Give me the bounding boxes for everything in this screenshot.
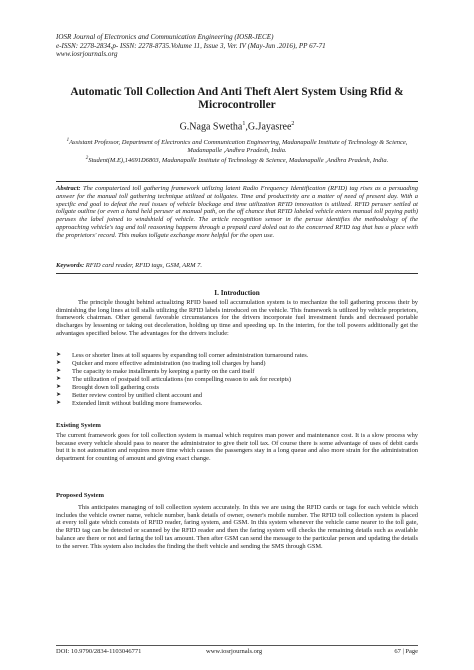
affiliation-1-sup: 1 xyxy=(66,138,70,143)
keywords xyxy=(56,262,418,269)
footer-website[interactable]: www.iosrjournals.org xyxy=(206,648,263,655)
journal-name: IOSR Journal of Electronics and Communication Engineering (IOSR-JECE) xyxy=(56,33,274,41)
footer-page-number: 67 | Page xyxy=(394,648,418,655)
list-item-text: Extended limit without building more frameworks. xyxy=(72,399,203,407)
proposed-system-text: This anticipates managing of toll collection system accurately. In this we are using the RFID cards or tags for each vehicle which includes the vehicle owner name, vehicle number, bank details of owner, owner's mobile number. The RFID toll collection system is placed at every toll gate which consists of RFID reader, faring system, and GSM. In this system whenever the vehicle came nearer to the toll gate, the RFID tag can be detected or scanned by the RFID reader and then the faring system will checks the remaining details such as available balance are there or not and faring the toll tax amount. Then after GSM can send the message to the particular person and updating the details to the server. This system also includes the finding the theft vehicle and sending the SMS through GSM. xyxy=(56,504,418,550)
arrow-bullet-icon: ➤ xyxy=(56,383,62,390)
author-1: G.Naga Swetha xyxy=(179,121,243,133)
list-item-text: Less or shorter lines at toll squares by expanding toll corner administration turnaround rates. xyxy=(72,352,309,359)
list-item xyxy=(56,384,418,392)
journal-issn: e-ISSN: 2278-2834,p- ISSN: 2278-8735.Volume 11, Issue 3, Ver. IV (May-Jun .2016), PP 67-71 xyxy=(56,41,326,50)
abstract-bottom-rule xyxy=(56,273,418,274)
affiliation-1-text: Assistant Professor, Department of Electronics and Communication Engineering, Madanapalle Institute of Technology & Science, Madanapalle ,Andhra Pradesh, India. xyxy=(69,139,408,154)
abstract-label: Abstract: xyxy=(56,185,81,192)
affiliation-1 xyxy=(60,137,414,155)
arrow-bullet-icon: ➤ xyxy=(56,359,62,366)
existing-system-text: The current framework goes for toll collection system is manual which requires man power and maintenance cost. It is a slow process why because every vehicle should pass to nearer the administrator to give their toll tax. Of course there is some advantage of uses of debit cards but it is not automation and requires more time which causes the passengers stay in a long queue and also more strain for the administration department for counting of amount and giving exact change. xyxy=(56,432,418,463)
affiliation-2-sup: 2 xyxy=(85,155,89,161)
keywords-label: Keywords: xyxy=(56,262,85,269)
footer-rule xyxy=(56,645,418,646)
keywords-text: RFID card reader, RFID tags, GSM, ARM 7. xyxy=(84,262,202,269)
affiliations xyxy=(60,137,414,164)
list-item xyxy=(56,368,418,376)
author-2-sup: 2 xyxy=(291,121,295,127)
author-2: G.Jayasree xyxy=(247,121,292,133)
list-item-text: Better review control by unified client account and xyxy=(72,391,203,399)
journal-header xyxy=(56,33,436,59)
list-item-text: Brought down toll gathering costs xyxy=(72,383,159,391)
author-separator: , xyxy=(245,121,248,133)
list-item xyxy=(56,392,418,400)
list-item-text: The capacity to make installments by keeping a parity on the card itself xyxy=(72,367,255,375)
arrow-bullet-icon: ➤ xyxy=(56,391,62,398)
affiliation-2-text: Student(M.E),14691D6803, Madanapalle Institute of Technology & Science, Madanapalle ,Andhra Pradesh, India. xyxy=(88,156,389,164)
list-item-text: Quicker and more effective administration (no trading toll charges by hand) xyxy=(72,359,266,367)
abstract xyxy=(56,185,418,239)
author-1-sup: 1 xyxy=(242,121,246,127)
list-item xyxy=(56,352,418,360)
list-item-text: The utilization of postpaid toll articulations (no compelling reason to ask for receipts) xyxy=(72,375,291,383)
abstract-text: The computerized toll gathering framework utilizing latent Radio Frequency Identification (RFID) tag rises as a persuading answer for the manual toll gathering technique utilized at tollgates. Time and productivity are a matter of need of present day. With a specific end goal to defeat the real issues of vehicle blockage and time utilization RFID innovation is utilized. RFID peruser settled at tollgate outline (or even a hand held peruser at manual path, on the off chance that RFID labeled vehicle enters manual toll paying path) peruses the label joined to windshield of vehicle. The article recognition sensor in the peruse identifies the methodology of the approaching vehicle's tag and toll reasoning happens through a prepaid card doled out to the concerned RFID tag that has a place with the proprietors' record. This makes tollgate exchange more helpful for the open use. xyxy=(56,185,418,239)
arrow-bullet-icon: ➤ xyxy=(56,367,62,374)
arrow-bullet-icon: ➤ xyxy=(56,375,62,382)
paper-title: Automatic Toll Collection And Anti Theft Alert System Using Rfid & Microcontroller xyxy=(70,86,404,111)
existing-system-heading: Existing System xyxy=(56,422,101,429)
arrow-bullet-icon: ➤ xyxy=(56,352,62,358)
intro-paragraph: The principle thought behind actualizing RFID based toll accumulation system is to mechanize the toll gathering process their by diminishing the long lines at toll stalls utilizing the RFID labels introduced on the vehicle. This framework is utilized by vehicle proprietors, framework chairman. Other general favorable circumstances for the drivers incorporate fuel investment funds and decreased portable discharges by lessening or taking out deceleration, holding up time and speeding up. In the interim, for the toll powers additionally get the advantages specified below. The advantages for the drivers include: xyxy=(56,299,418,337)
list-item xyxy=(56,376,418,384)
author-line xyxy=(60,121,414,132)
footer-doi: DOI: 10.9790/2834-1103046771 xyxy=(56,648,142,655)
arrow-bullet-icon: ➤ xyxy=(56,399,62,406)
section-heading-introduction: I. Introduction xyxy=(214,289,260,297)
list-item xyxy=(56,360,418,368)
journal-website[interactable]: www.iosrjournals.org xyxy=(56,50,118,59)
abstract-top-rule xyxy=(56,181,418,182)
proposed-system-heading: Proposed System xyxy=(56,492,105,499)
advantages-list xyxy=(56,352,418,408)
list-item xyxy=(56,400,418,408)
affiliation-2 xyxy=(60,155,414,165)
